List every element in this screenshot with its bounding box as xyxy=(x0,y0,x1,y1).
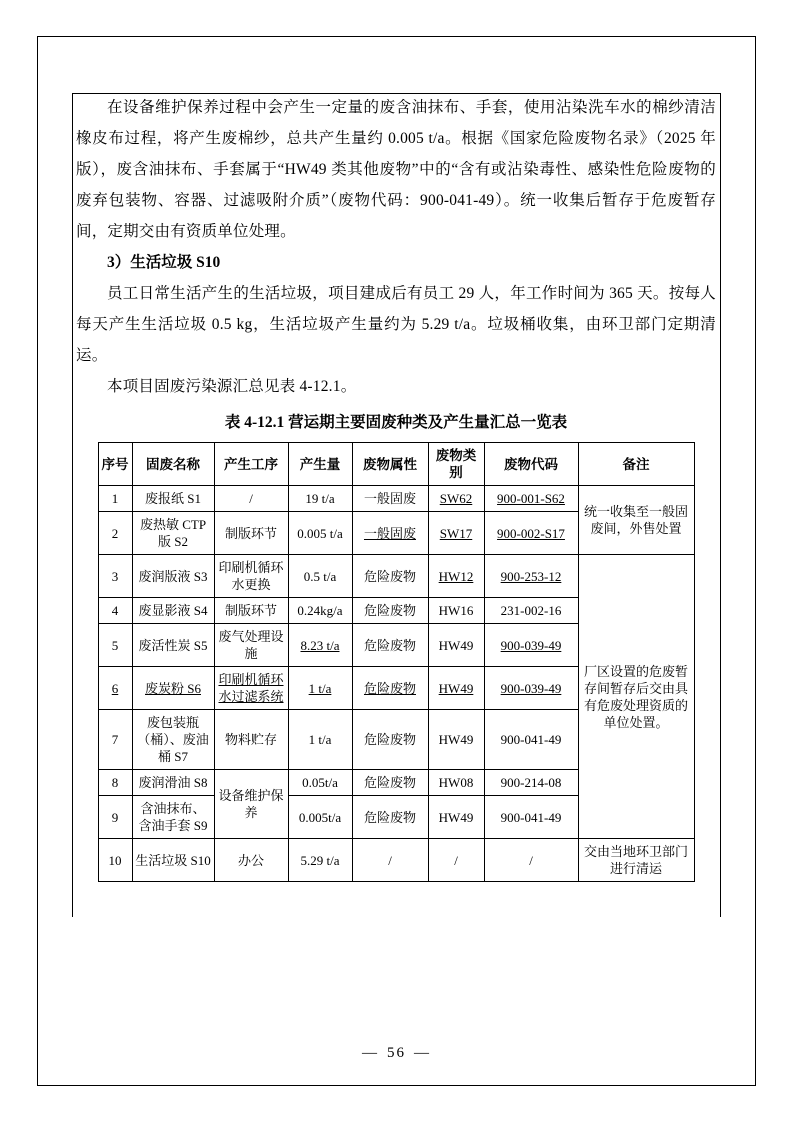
header-name: 固废名称 xyxy=(132,443,214,486)
content-left-rule xyxy=(72,93,73,917)
cell-no: 4 xyxy=(98,598,132,624)
table-header-row xyxy=(98,443,694,486)
header-code: 废物代码 xyxy=(484,443,578,486)
solid-waste-table xyxy=(98,442,695,882)
cell-amount: 19 t/a xyxy=(288,486,352,512)
section-heading-domestic-waste: 3）生活垃圾 S10 xyxy=(107,254,221,271)
cell-code: 231-002-16 xyxy=(484,598,578,624)
cell-attribute: 一般固废 xyxy=(352,486,428,512)
cell-remark-group2: 厂区设置的危废暂存间暂存后交由具有危废处理资质的单位处置。 xyxy=(578,555,694,839)
cell-category: HW08 xyxy=(428,770,484,796)
cell-attribute: 危险废物 xyxy=(352,667,428,710)
cell-code: 900-041-49 xyxy=(484,710,578,770)
cell-name: 废活性炭 S5 xyxy=(132,624,214,667)
cell-attribute: / xyxy=(352,839,428,882)
document-content xyxy=(76,92,716,882)
cell-category: SW62 xyxy=(428,486,484,512)
header-attribute: 废物属性 xyxy=(352,443,428,486)
cell-code: 900-039-49 xyxy=(484,624,578,667)
cell-category: HW49 xyxy=(428,624,484,667)
cell-amount: 0.5 t/a xyxy=(288,555,352,598)
cell-no: 6 xyxy=(98,667,132,710)
cell-attribute: 危险废物 xyxy=(352,770,428,796)
table-row xyxy=(98,555,694,598)
cell-name: 废炭粉 S6 xyxy=(132,667,214,710)
cell-process: / xyxy=(214,486,288,512)
cell-amount: 1 t/a xyxy=(288,667,352,710)
header-category: 废物类别 xyxy=(428,443,484,486)
cell-category: / xyxy=(428,839,484,882)
paragraph-table-reference: 本项目固废污染源汇总见表 4-12.1。 xyxy=(107,378,357,395)
table-caption: 表 4-12.1 营运期主要固废种类及产生量汇总一览表 xyxy=(224,414,568,431)
cell-no: 2 xyxy=(98,512,132,555)
cell-amount: 5.29 t/a xyxy=(288,839,352,882)
cell-category: HW49 xyxy=(428,796,484,839)
cell-code: 900-041-49 xyxy=(484,796,578,839)
cell-no: 8 xyxy=(98,770,132,796)
header-remark: 备注 xyxy=(578,443,694,486)
cell-name: 废显影液 S4 xyxy=(132,598,214,624)
cell-amount: 0.24kg/a xyxy=(288,598,352,624)
footer-dash-left: — xyxy=(362,1045,379,1061)
cell-process: 物料贮存 xyxy=(214,710,288,770)
cell-no: 3 xyxy=(98,555,132,598)
cell-name: 废润滑油 S8 xyxy=(132,770,214,796)
cell-category: SW17 xyxy=(428,512,484,555)
cell-name: 生活垃圾 S10 xyxy=(132,839,214,882)
cell-no: 1 xyxy=(98,486,132,512)
cell-attribute: 危险废物 xyxy=(352,796,428,839)
table-row xyxy=(98,839,694,882)
cell-process: 废气处理设施 xyxy=(214,624,288,667)
cell-amount: 1 t/a xyxy=(288,710,352,770)
cell-no: 9 xyxy=(98,796,132,839)
header-amount: 产生量 xyxy=(288,443,352,486)
header-process: 产生工序 xyxy=(214,443,288,486)
paragraph-domestic-waste: 员工日常生活产生的生活垃圾，项目建成后有员工 29 人，年工作时间为 365 天。按每人每天产生生活垃圾 0.5 kg，生活垃圾产生量约为 5.29 t/a。垃圾桶收集，由环卫部门定期清运。 xyxy=(76,285,716,364)
cell-attribute: 危险废物 xyxy=(352,598,428,624)
cell-name: 废包装瓶（桶）、废油桶 S7 xyxy=(132,710,214,770)
cell-category: HW49 xyxy=(428,667,484,710)
paragraph-waste-rags: 在设备维护保养过程中会产生一定量的废含油抹布、手套，使用沾染洗车水的棉纱清洁橡皮布过程，将产生废棉纱，总共产生量约 0.005 t/a。根据《国家危险废物名录》（2025 年版），废含油抹布、手套属于“HW49 类其他废物”中的“含有或沾染毒性、感染性危险废物的废弃包装物、容器、过滤吸附介质”（废物代码：900-041-49）。统一收集后暂存于危废暂存间，定期交由有资质单位处理。 xyxy=(76,99,716,240)
cell-code: 900-214-08 xyxy=(484,770,578,796)
cell-attribute: 危险废物 xyxy=(352,710,428,770)
cell-name: 含油抹布、含油手套 S9 xyxy=(132,796,214,839)
page-footer xyxy=(0,1045,793,1062)
cell-name: 废热敏 CTP 版 S2 xyxy=(132,512,214,555)
cell-name: 废润版液 S3 xyxy=(132,555,214,598)
cell-amount: 0.005 t/a xyxy=(288,512,352,555)
cell-amount: 0.05t/a xyxy=(288,770,352,796)
cell-process: 设备维护保养 xyxy=(214,770,288,839)
cell-process: 制版环节 xyxy=(214,598,288,624)
cell-category: HW49 xyxy=(428,710,484,770)
cell-process: 印刷机循环水过滤系统 xyxy=(214,667,288,710)
cell-code: 900-253-12 xyxy=(484,555,578,598)
cell-attribute: 危险废物 xyxy=(352,624,428,667)
page-number: 56 xyxy=(387,1045,406,1061)
cell-amount: 8.23 t/a xyxy=(288,624,352,667)
footer-dash-right: — xyxy=(414,1045,431,1061)
cell-process: 制版环节 xyxy=(214,512,288,555)
cell-code: 900-002-S17 xyxy=(484,512,578,555)
cell-category: HW16 xyxy=(428,598,484,624)
cell-no: 5 xyxy=(98,624,132,667)
cell-no: 10 xyxy=(98,839,132,882)
cell-code: 900-001-S62 xyxy=(484,486,578,512)
cell-remark-group3: 交由当地环卫部门进行清运 xyxy=(578,839,694,882)
cell-category: HW12 xyxy=(428,555,484,598)
cell-no: 7 xyxy=(98,710,132,770)
table-row xyxy=(98,486,694,512)
cell-remark-group1: 统一收集至一般固废间，外售处置 xyxy=(578,486,694,555)
cell-attribute: 一般固废 xyxy=(352,512,428,555)
cell-process: 办公 xyxy=(214,839,288,882)
cell-amount: 0.005t/a xyxy=(288,796,352,839)
cell-code: / xyxy=(484,839,578,882)
cell-process: 印刷机循环水更换 xyxy=(214,555,288,598)
header-no: 序号 xyxy=(98,443,132,486)
cell-name: 废报纸 S1 xyxy=(132,486,214,512)
cell-code: 900-039-49 xyxy=(484,667,578,710)
cell-attribute: 危险废物 xyxy=(352,555,428,598)
content-right-rule xyxy=(720,93,721,917)
